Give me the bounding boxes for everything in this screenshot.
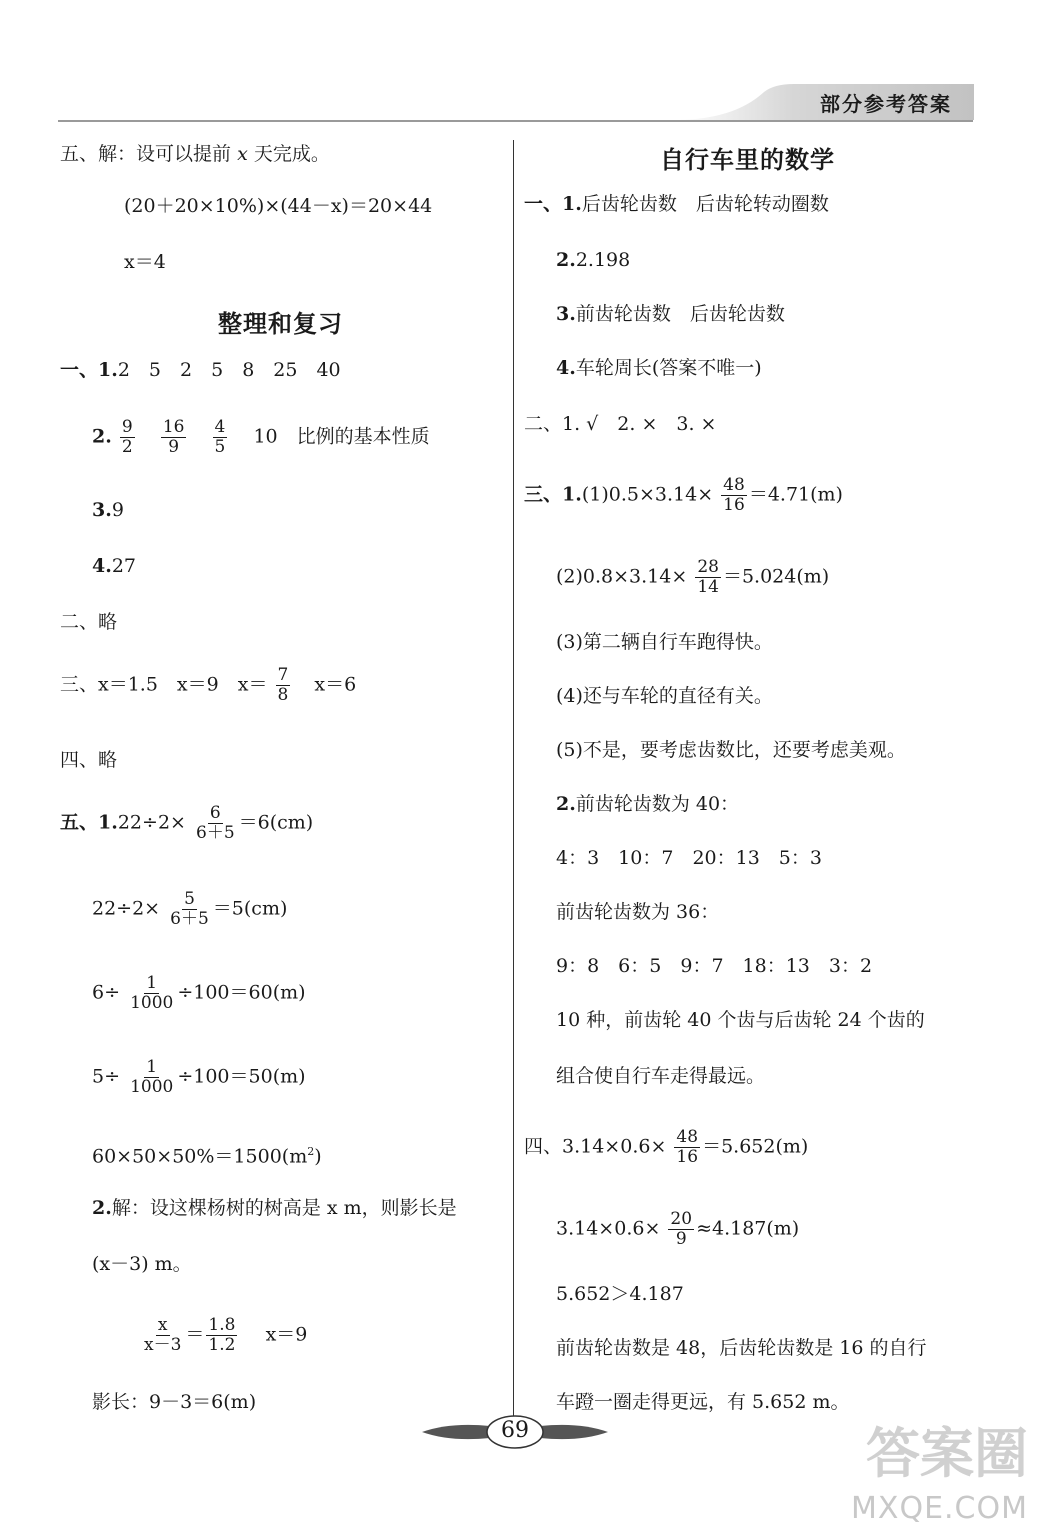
- right-r18: 3.14×0.6× $\frac{20}{9}$ ≈4.187(m): [556, 1209, 800, 1249]
- left-w5: $60\times 50\times 50\%=1500(m^2)$: [92, 1145, 322, 1168]
- left-w8: $\frac{x}{x-3}$ ＝ $\frac{1.8}{1.2}$ x＝9: [144, 1315, 308, 1355]
- fraction: $\frac{1}{1000}$: [130, 1057, 174, 1097]
- right-r21: 车蹬一圈走得更远，有 5.652 m。: [556, 1391, 850, 1413]
- fraction: $\frac{16}{9}$: [162, 417, 185, 457]
- right-r6: 三、1.(1)0.5×3.14× $\frac{48}{16}$ ＝4.71(m): [524, 475, 843, 515]
- right-r20: 前齿轮齿数是 48，后齿轮齿数是 16 的自行: [556, 1337, 927, 1359]
- right-r1: 一、1.后齿轮齿数 后齿轮转动圈数: [524, 193, 829, 215]
- left-line-2: (20＋20×10%)×(44－x)＝20×44: [124, 195, 433, 217]
- right-r7: (2)0.8×3.14× $\frac{28}{14}$ ＝5.024(m): [556, 557, 830, 597]
- fraction: $\frac{x}{x-3}$: [144, 1315, 182, 1355]
- right-r17: 四、3.14×0.6× $\frac{48}{16}$ ＝5.652(m): [524, 1127, 809, 1167]
- watermark-site: MXQE.COM: [851, 1491, 1028, 1526]
- fraction: $\frac{28}{14}$: [697, 557, 719, 597]
- fraction: $\frac{6}{6+5}$: [196, 803, 235, 843]
- right-r9: (4)还与车轮的直径有关。: [556, 685, 773, 707]
- right-r14: 9：8 6：5 9：7 18：13 3：2: [556, 955, 873, 977]
- fraction: $\frac{48}{16}$: [676, 1127, 699, 1167]
- left-w4: 5÷ $\frac{1}{1000}$ ÷100＝50(m): [92, 1057, 306, 1097]
- right-r4: 4.车轮周长(答案不唯一): [556, 357, 762, 379]
- fraction: $\frac{48}{16}$: [723, 475, 745, 515]
- right-r13: 前齿轮齿数为 36：: [556, 901, 720, 923]
- left-w7: (x－3) m。: [92, 1253, 192, 1275]
- header-section-label: 部分参考答案: [820, 92, 952, 116]
- left-w6: 2.解：设这棵杨树的树高是 x m，则影长是: [92, 1197, 457, 1219]
- section-title-review: 整理和复习: [218, 310, 343, 338]
- left-w1: 五、1.22÷2× $\frac{6}{6+5}$ ＝6(cm): [60, 803, 314, 843]
- left-line-1: 五、解：设可以提前 x 天完成。: [60, 143, 330, 165]
- fraction: $\frac{5}{6+5}$: [170, 889, 209, 929]
- fraction: $\frac{1.8}{1.2}$: [208, 1315, 236, 1355]
- right-r11: 2.前齿轮齿数为 40：: [556, 793, 740, 815]
- right-r16: 组合使自行车走得最远。: [556, 1065, 766, 1087]
- left-a2: 2. $\frac{9}{2}$ $\frac{16}{9}$ $\frac{4}{5}$ 10 比例的基本性质: [92, 417, 430, 457]
- right-r10: (5)不是，要考虑齿数比，还要考虑美观。: [556, 739, 906, 761]
- left-a3: 3.9: [92, 499, 124, 521]
- right-r19: 5.652＞4.187: [556, 1283, 684, 1305]
- fraction: $\frac{7}{8}$: [277, 665, 289, 705]
- fraction: $\frac{1}{1000}$: [130, 973, 174, 1013]
- left-w3: 6÷ $\frac{1}{1000}$ ÷100＝60(m): [92, 973, 306, 1013]
- right-r5: 二、1. √ 2. × 3. ×: [524, 413, 717, 435]
- right-r8: (3)第二辆自行车跑得快。: [556, 631, 773, 653]
- left-line-3: x＝4: [124, 251, 166, 273]
- left-si: 四、略: [60, 749, 118, 771]
- column-divider: [513, 140, 514, 1440]
- left-san: 三、x＝1.5 x＝9 x＝ $\frac{7}{8}$ x＝6: [60, 665, 357, 705]
- left-er: 二、略: [60, 611, 118, 633]
- fraction: $\frac{20}{9}$: [670, 1209, 693, 1249]
- right-r2: 2.2.198: [556, 249, 631, 271]
- right-r12: 4：3 10：7 20：13 5：3: [556, 847, 822, 869]
- section-title-bicycle: 自行车里的数学: [660, 146, 835, 174]
- watermark-logo: 答案圈: [866, 1422, 1028, 1485]
- fraction: $\frac{9}{2}$: [121, 417, 133, 457]
- left-w2: 22÷2× $\frac{5}{6+5}$ ＝5(cm): [92, 889, 288, 929]
- left-a1: 一、1.2 5 2 5 8 25 40: [60, 359, 341, 381]
- right-r3: 3.前齿轮齿数 后齿轮齿数: [556, 303, 785, 325]
- fraction: $\frac{4}{5}$: [214, 417, 226, 457]
- right-r15: 10 种，前齿轮 40 个齿与后齿轮 24 个齿的: [556, 1009, 925, 1031]
- page-number: 69: [501, 1418, 529, 1443]
- left-a4: 4.27: [92, 555, 137, 577]
- left-w9: 影长：9－3＝6(m): [92, 1391, 257, 1413]
